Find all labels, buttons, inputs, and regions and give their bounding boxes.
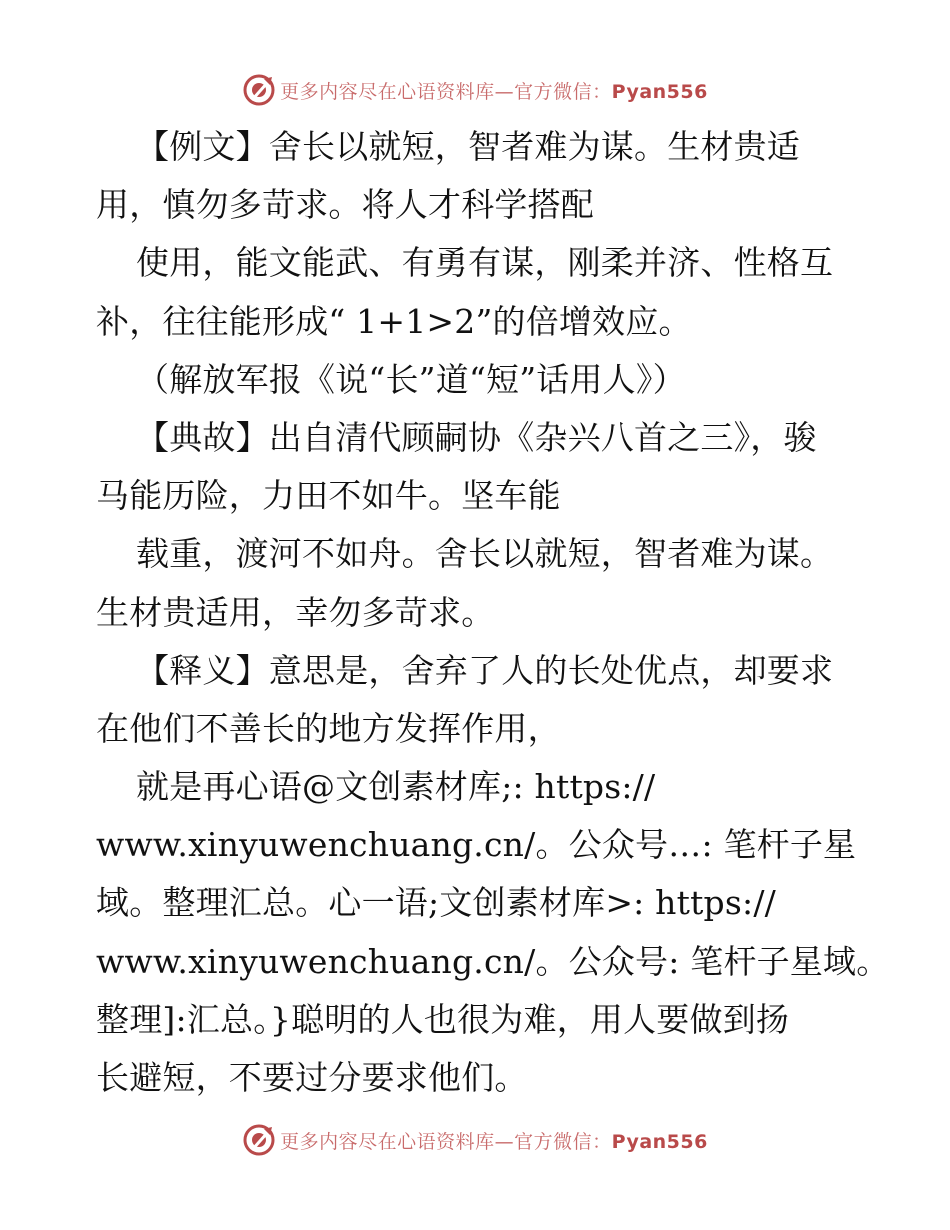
header-banner xyxy=(0,70,950,110)
brand-logo-icon xyxy=(242,1123,276,1157)
brand-logo-icon xyxy=(242,73,276,107)
header-wechat-id: Pyan556 xyxy=(611,80,708,103)
body-line: 【典故】出自清代顾嗣协《杂兴八首之三》，骏 xyxy=(136,417,817,457)
body-line: 补，往往能形成“ 1+1>2”的倍增效应。 xyxy=(96,301,692,341)
body-line: 【例文】舍长以就短，智者难为谋。生材贵适 xyxy=(136,127,800,166)
body-line: 用，慎勿多苛求。将人才科学搭配 xyxy=(96,185,594,225)
body-line: 生材贵适用，幸勿多苛求。 xyxy=(96,592,495,632)
body-line: （解放军报《说“长”道“短”话用人》） xyxy=(136,359,686,399)
body-line: www.xinyuwenchuang.cn/。公众号: 笔杆子星域。 xyxy=(96,941,890,981)
footer-wechat-id: Pyan556 xyxy=(611,1130,708,1153)
body-line: 马能历险，力田不如牛。坚车能 xyxy=(96,476,561,516)
document-body xyxy=(96,118,890,1107)
body-line: 载重，渡河不如舟。舍长以就短，智者难为谋。 xyxy=(136,534,834,574)
body-line: 整理]:汇总。}聪明的人也很为难，用人要做到扬 xyxy=(96,999,790,1039)
body-line: 【释义】意思是，舍弃了人的长处优点，却要求 xyxy=(136,650,834,690)
body-line: 在他们不善长的地方发挥作用， xyxy=(96,708,561,748)
body-line: 使用，能文能武、有勇有谋，刚柔并济、性格互 xyxy=(136,243,834,283)
header-banner-text: 更多内容尽在心语资料库—官方微信：Pyan556 xyxy=(280,80,708,103)
body-line: 长避短，不要过分要求他们。 xyxy=(96,1058,528,1097)
footer-banner-text: 更多内容尽在心语资料库—官方微信：Pyan556 xyxy=(280,1130,708,1153)
body-line: 域。整理汇总。心一语;文创素材库>: https:// xyxy=(96,883,776,923)
body-line: www.xinyuwenchuang.cn/。公众号…: 笔杆子星 xyxy=(96,825,857,865)
footer-banner xyxy=(0,1120,950,1160)
body-line: 就是再心语@文创素材库;: https:// xyxy=(136,767,656,807)
